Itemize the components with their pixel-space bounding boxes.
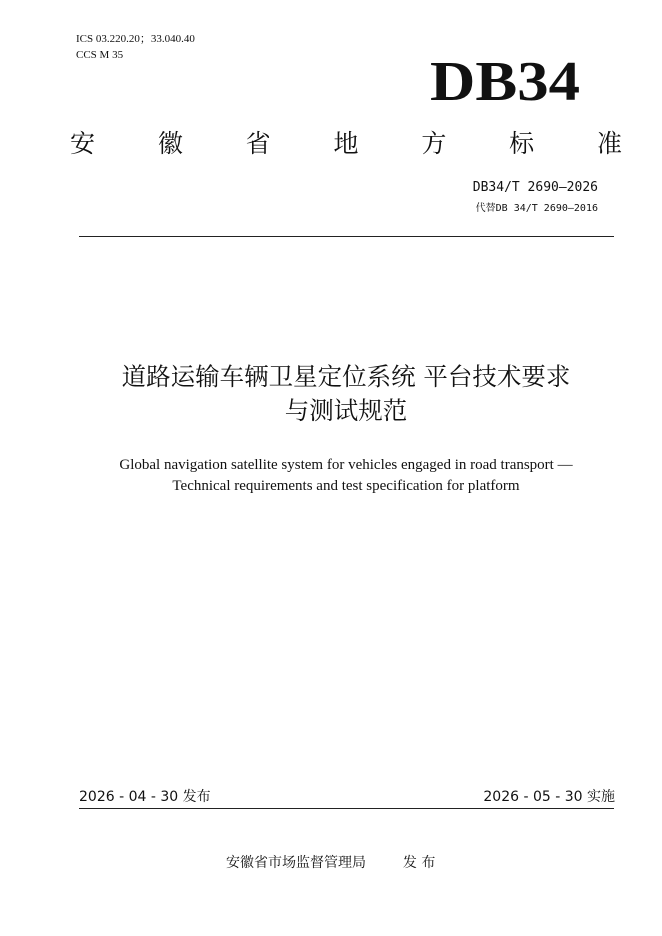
issuing-authority (226, 853, 435, 873)
chinese-title (30, 360, 662, 428)
category-char: 方 (421, 129, 447, 158)
db34-logo (425, 52, 585, 108)
category-char: 安 (70, 129, 96, 158)
ccs-code: CCS M 35 (76, 49, 124, 61)
chinese-title-line: 与测试规范 (284, 396, 408, 425)
chinese-title-line: 道路运输车辆卫星定位系统 平台技术要求 (121, 362, 571, 391)
classification-codes (76, 31, 195, 63)
header-divider (79, 236, 614, 237)
implementation-date: 2026 - 05 - 30 实施 (483, 789, 615, 805)
footer-divider (79, 808, 614, 809)
english-title-line: Global navigation satellite system for vehicles engaged in road transport — (119, 457, 573, 473)
category-char: 徽 (157, 129, 183, 158)
category-char: 准 (596, 129, 622, 158)
ics-code: ICS 03.220.20；33.040.40 (76, 33, 195, 45)
standard-category (70, 127, 622, 161)
category-char: 省 (245, 129, 271, 158)
replaces-standard: 代替DB 34/T 2690—2016 (475, 203, 598, 214)
issuer-name: 安徽省市场监督管理局 (226, 855, 366, 871)
category-char: 地 (333, 129, 359, 158)
standard-number: DB34/T 2690—2026 (472, 180, 598, 195)
issuer-action: 发 布 (402, 855, 436, 871)
category-char: 标 (509, 129, 535, 158)
logo-text: DB34 (430, 52, 580, 108)
issue-date: 2026 - 04 - 30 发布 (79, 789, 211, 805)
english-title (30, 455, 662, 497)
english-title-line: Technical requirements and test specification for platform (172, 478, 520, 494)
